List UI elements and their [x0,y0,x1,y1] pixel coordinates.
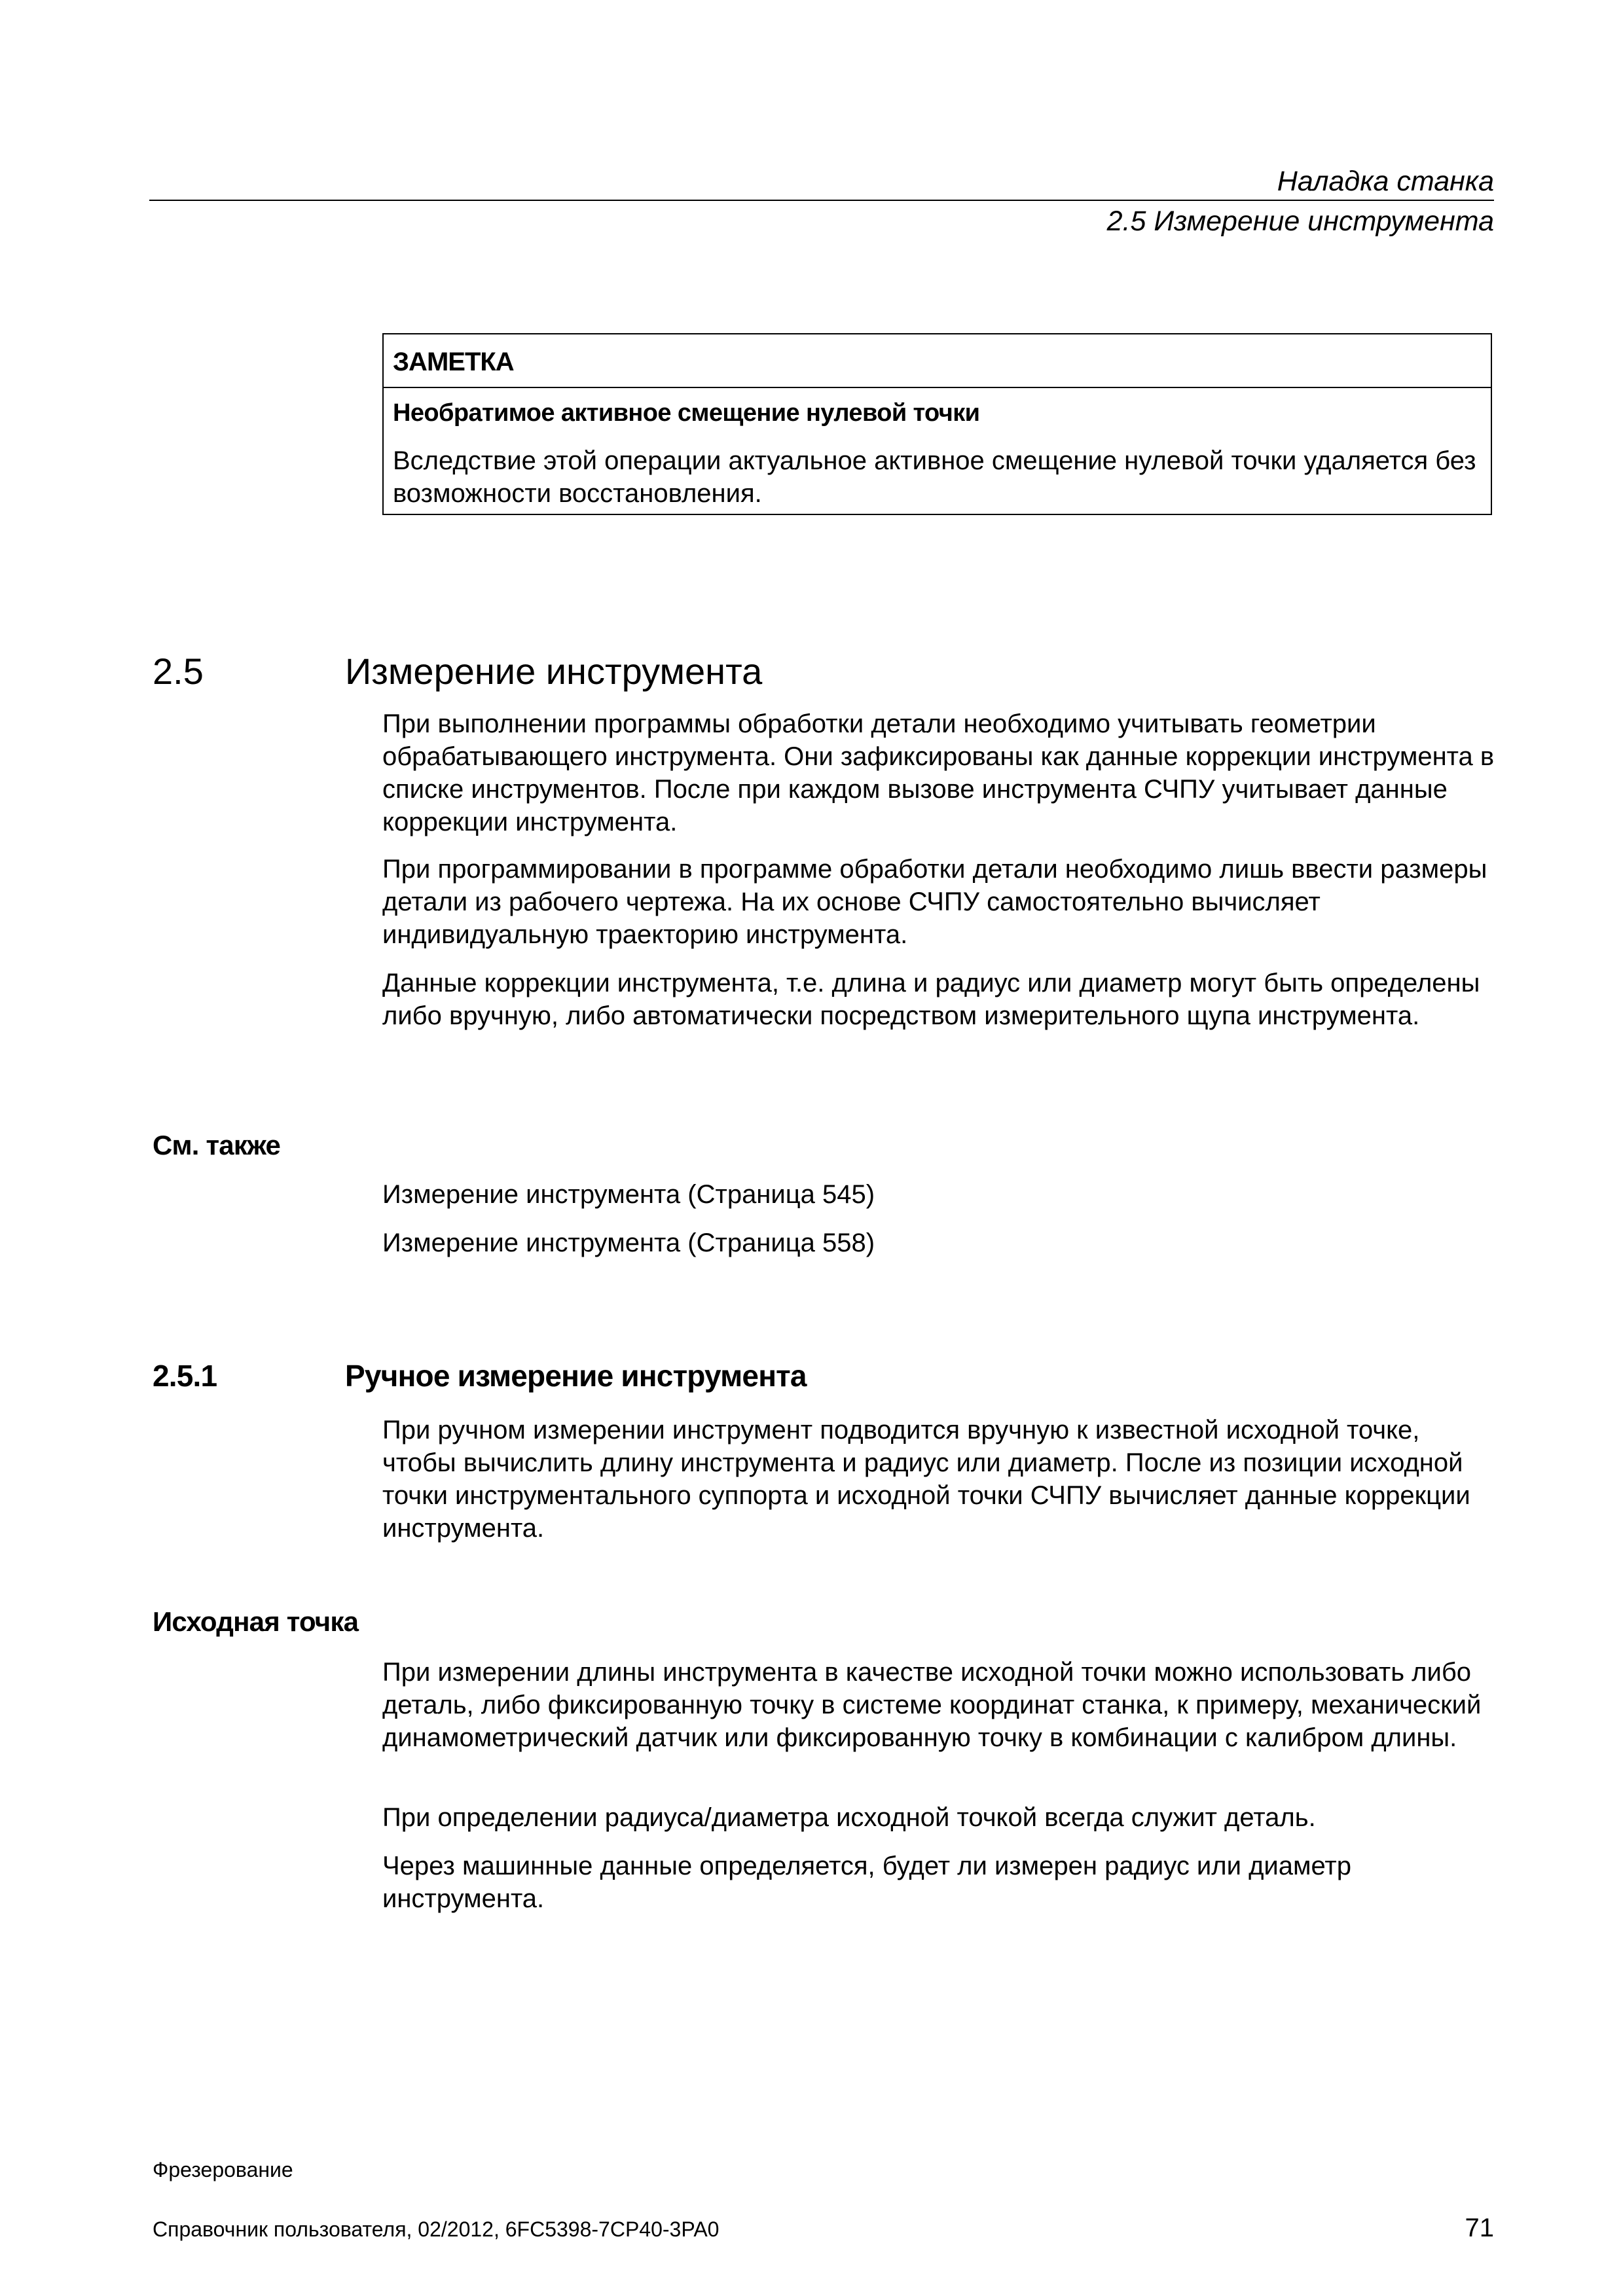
note-box [382,333,1492,515]
header-section: 2.5 Измерение инструмента [1106,206,1494,237]
note-text: Вследствие этой операции актуальное активное смещение нулевой точки удаляется без возможности восстановления. [393,446,1476,508]
paragraph: При выполнении программы обработки детали необходимо учитывать геометрии обрабатывающего инструмента. Они зафиксированы как данные коррекции инструмента в списке инструментов. После при каждом вызове инструмента СЧПУ учитывает данные коррекции инструмента. [382,709,1495,836]
footer-product: Фрезерование [153,2158,293,2181]
paragraph: При ручном измерении инструмент подводится вручную к известной исходной точке, чтобы вычислить длину инструмента и радиус или диаметр. После из позиции исходной точки инструментального суппорта и исходной точки СЧПУ вычисляет данные коррекции инструмента. [382,1416,1470,1543]
section-title: Измерение инструмента [345,651,763,692]
subsection-title: Ручное измерение инструмента [345,1359,807,1393]
paragraph: При определении радиуса/диаметра исходной точкой всегда служит деталь. [382,1803,1316,1832]
paragraph: Данные коррекции инструмента, т.е. длина и радиус или диаметр могут быть определены либо вручную, либо автоматически посредством измерительного щупа инструмента. [382,969,1480,1030]
see-also-link[interactable]: Измерение инструмента (Страница 545) [382,1180,875,1209]
see-also-heading: См. также [153,1130,281,1160]
paragraph: При измерении длины инструмента в качестве исходной точки можно использовать либо деталь, либо фиксированную точку в системе координат станка, к примеру, механический динамометрический датчик или фиксированную точку в комбинации с калибром длины. [382,1658,1482,1752]
footer-manual: Справочник пользователя, 02/2012, 6FC5398-7CP40-3PA0 [153,2217,720,2241]
paragraph: Через машинные данные определяется, будет ли измерен радиус или диаметр инструмента. [382,1852,1351,1913]
page-number: 71 [1465,2214,1494,2242]
header-chapter: Наладка станка [1277,166,1494,197]
note-title: Необратимое активное смещение нулевой точки [393,399,980,427]
note-label: ЗАМЕТКА [384,334,1491,388]
section-number: 2.5 [153,651,204,692]
header-rule [149,200,1494,201]
reference-point-heading: Исходная точка [153,1606,359,1637]
see-also-link[interactable]: Измерение инструмента (Страница 558) [382,1229,875,1257]
paragraph: При программировании в программе обработки детали необходимо лишь ввести размеры детали из рабочего чертежа. На их основе СЧПУ самостоятельно вычисляет индивидуальную траекторию инструмента. [382,855,1487,949]
subsection-number: 2.5.1 [153,1359,217,1393]
